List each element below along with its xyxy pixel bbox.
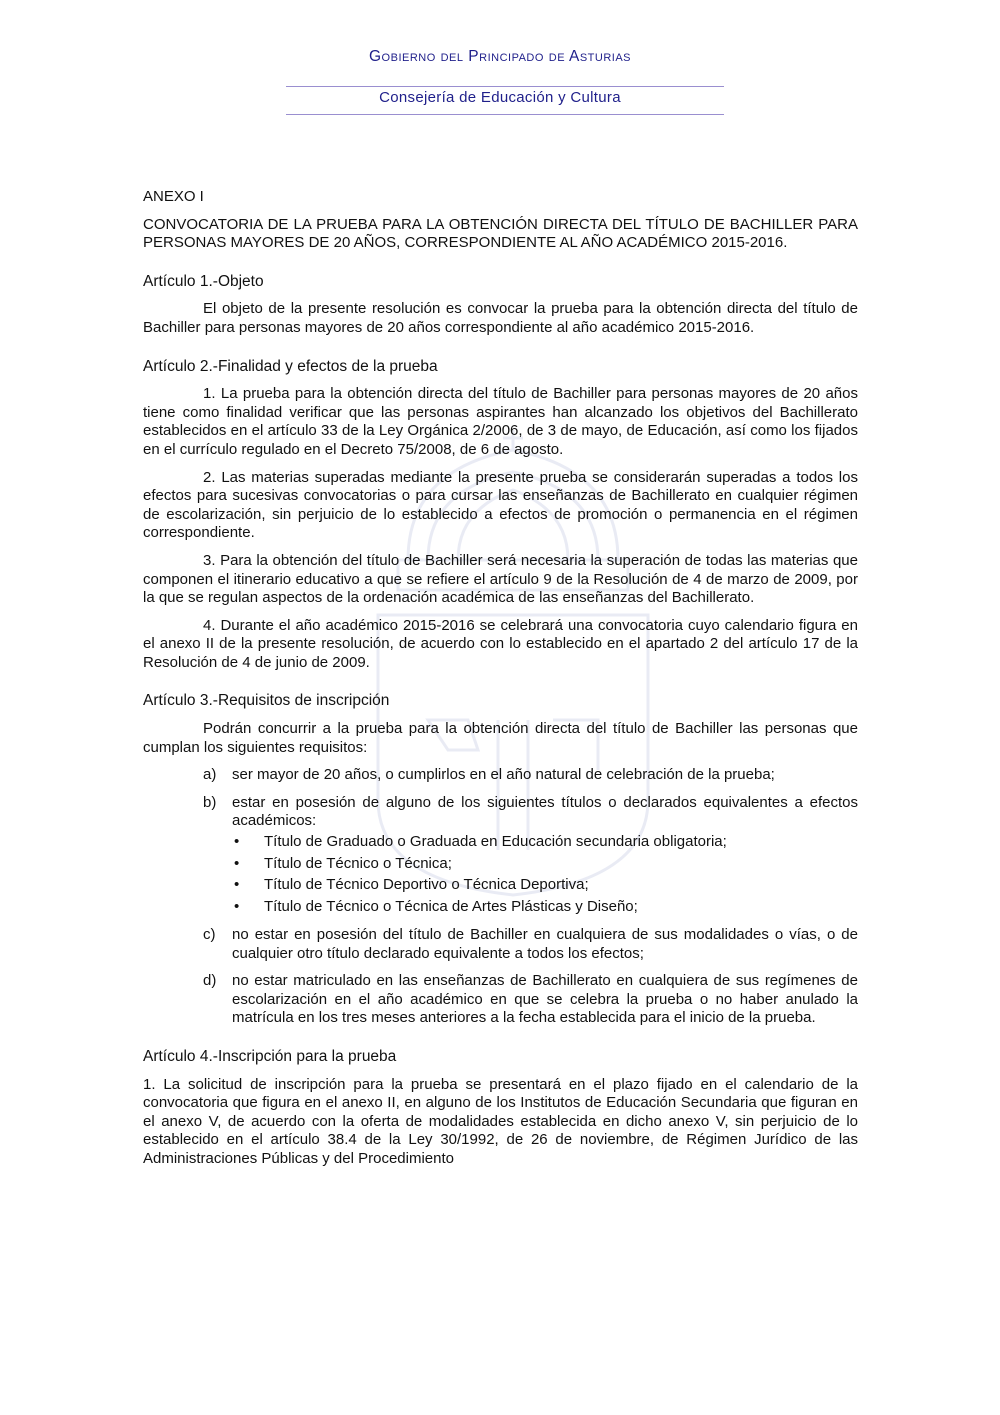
article-heading: Artículo 1.-Objeto: [143, 272, 264, 290]
article-2: [143, 358, 858, 673]
article-paragraph: 1. La solicitud de inscripción para la prueba se presentará en el plazo fijado en el calendario de la convocatoria que figura en el anexo II, en alguno de los Institutos de Educación Secundaria que figuran en el anexo V, de acuerdo con la oferta de modalidades establecida en dicho anexo V, sin perjuicio de lo establecido en el artículo 38.4 de la Ley 30/1992, de 26 de noviembre, de Régimen Jurídico de las Administraciones Públicas y del Procedimiento: [143, 1075, 858, 1167]
document-title: CONVOCATORIA DE LA PRUEBA PARA LA OBTENCIÓN DIRECTA DEL TÍTULO DE BACHILLER PARA PERSONAS MAYORES DE 20 AÑOS, CORRESPONDIENTE AL AÑO ACADÉMICO 2015-2016.: [143, 215, 858, 252]
requirement-item: [203, 794, 858, 831]
header-rule-bottom: [286, 114, 724, 115]
article-paragraph: El objeto de la presente resolución es convocar la prueba para la obtención directa del título de Bachiller para personas mayores de 20 años correspondiente al año académico 2015-2016.: [143, 300, 858, 336]
requirement-label: c): [203, 926, 216, 944]
article-paragraph: 1. La prueba para la obtención directa del título de Bachiller para personas mayores de 20 años tiene como finalidad verificar que las personas aspirantes han alcanzado los objetivos del Bachillerato establecidos en el artículo 33 de la Ley Orgánica 2/2006, de 3 de mayo, de Educación, así como los fijados en el currículo regulado en el Decreto 75/2008, de 6 de agosto.: [143, 385, 858, 458]
list-item: [203, 896, 858, 918]
bullet-icon: •: [234, 897, 240, 915]
title-list: [203, 831, 858, 917]
bullet-icon: •: [234, 833, 240, 851]
header-rule-top: [286, 86, 724, 87]
list-item-text: Título de Graduado o Graduada en Educación secundaria obligatoria;: [264, 833, 727, 851]
requirement-text: no estar en posesión del título de Bachiller en cualquiera de sus modalidades o vías, o de cualquier otro título declarado equivalente a todos los efectos;: [232, 926, 858, 962]
bullet-icon: •: [234, 876, 240, 894]
list-item-text: Título de Técnico o Técnica de Artes Plásticas y Diseño;: [264, 897, 638, 915]
requirement-text: estar en posesión de alguno de los siguientes títulos o declarados equivalentes a efectos académicos:: [232, 793, 858, 830]
article-heading: Artículo 4.-Inscripción para la prueba: [143, 1048, 397, 1065]
article-paragraph: 3. Para la obtención del título de Bachiller será necesaria la superación de todas las materias que componen el itinerario educativo a que se refiere el artículo 9 de la Resolución de 4 de marzo de 2009, por la que se regulan aspectos de la ordenación académica de las enseñanzas del Bachillerato.: [143, 551, 858, 607]
article-intro: Podrán concurrir a la prueba para la obtención directa del título de Bachiller las personas que cumplan los siguientes requisitos:: [143, 720, 858, 756]
requirement-label: d): [203, 972, 217, 990]
requirement-item: [203, 972, 858, 1028]
requirement-text: no estar matriculado en las enseñanzas de Bachillerato en cualquiera de sus regímenes de escolarización en el año académico en que se celebra la prueba o no haber anulado la matrícula en los tres meses anteriores a la fecha establecida para el inicio de la prueba.: [232, 972, 858, 1027]
page-header: [0, 48, 1000, 66]
requirement-label: a): [203, 766, 217, 784]
article-paragraph: 4. Durante el año académico 2015-2016 se celebrará una convocatoria cuyo calendario figura en el anexo II de la presente resolución, de acuerdo con lo establecido en el apartado 2 del artículo 17 de la Resolución de 4 de junio de 2009.: [143, 616, 858, 671]
document-body: [143, 188, 858, 1169]
bullet-icon: •: [234, 854, 240, 872]
annex-label: ANEXO I: [143, 188, 204, 205]
article-heading: Artículo 3.-Requisitos de inscripción: [143, 692, 390, 710]
list-item: [203, 853, 858, 875]
list-item: [203, 874, 858, 896]
list-item-text: Título de Técnico o Técnica;: [264, 854, 452, 872]
article-heading: Artículo 2.-Finalidad y efectos de la prueba: [143, 357, 438, 375]
article-1: [143, 273, 858, 338]
government-name: Gobierno del Principado de Asturias: [369, 48, 631, 65]
requirement-item: [203, 926, 858, 963]
requirement-label: b): [203, 793, 217, 811]
list-item-text: Título de Técnico Deportivo o Técnica Deportiva;: [264, 876, 589, 894]
article-paragraph: 2. Las materias superadas mediante la presente prueba se considerarán superadas a todos los efectos para sucesivas convocatorias o para cursar las enseñanzas de Bachillerato en cualquier régimen de escolarización, sin perjuicio de lo establecido a efectos de promoción o permanencia en el régimen correspondiente.: [143, 468, 858, 542]
requirement-text: ser mayor de 20 años, o cumplirlos en el año natural de celebración de la prueba;: [232, 766, 775, 784]
department-name: Consejería de Educación y Cultura: [379, 89, 621, 106]
article-4: [143, 1048, 858, 1169]
list-item: [203, 831, 858, 853]
requirement-item: [203, 766, 858, 785]
article-3: [143, 692, 858, 1028]
